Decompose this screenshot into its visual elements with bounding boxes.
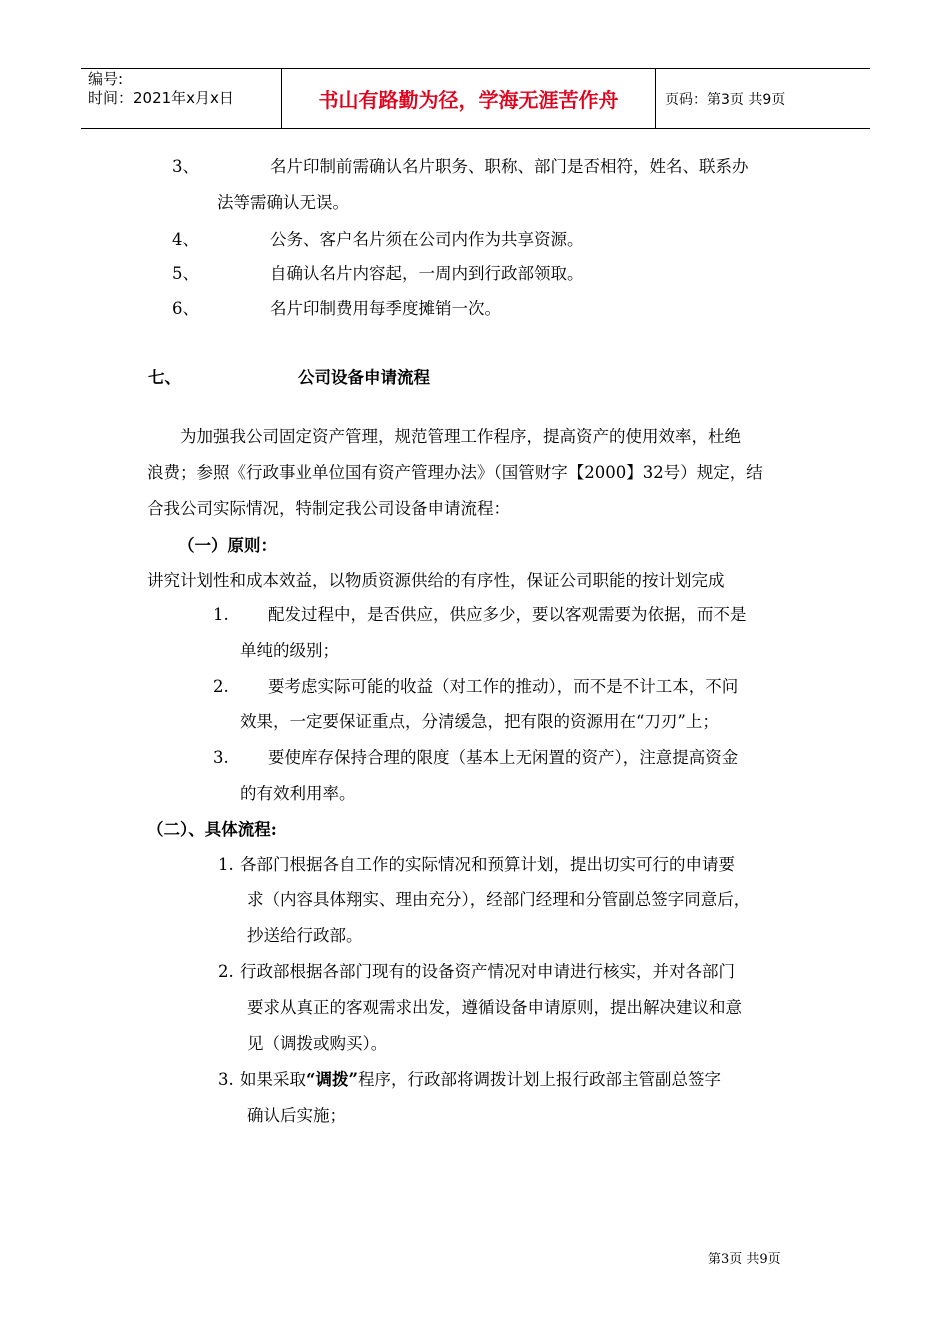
- list-a-item-4: 公务、客户名片须在公司内作为共享资源。: [270, 230, 584, 249]
- subsection-1-lead: 讲究计划性和成本效益，以物质资源供给的有序性，保证公司职能的按计划完成: [147, 571, 725, 590]
- page-footer: 第3页 共9页: [708, 1252, 781, 1267]
- subsection-2-title: （二）、具体流程:: [147, 820, 277, 839]
- process-3-line-1: [240, 1070, 721, 1090]
- principle-3-num: 3.: [213, 748, 229, 767]
- principle-1-num: 1.: [213, 605, 229, 624]
- process-3-pre: 如果采取: [240, 1070, 306, 1089]
- intro-line-3: 合我公司实际情况，特制定我公司设备申请流程：: [147, 499, 510, 518]
- intro-line-1: 为加强我公司固定资产管理，规范管理工作程序，提高资产的使用效率，杜绝: [180, 427, 741, 446]
- process-1-line-1: 各部门根据各自工作的实际情况和预算计划，提出切实可行的申请要: [240, 855, 735, 874]
- process-3-num: 3.: [218, 1070, 234, 1089]
- section-number: 七、: [148, 368, 181, 387]
- process-2-line-1: 行政部根据各部门现有的设备资产情况对申请进行核实，并对各部门: [240, 962, 735, 981]
- process-2-line-2: 要求从真正的客观需求出发，遵循设备申请原则，提出解决建议和意: [247, 998, 742, 1017]
- document-number: 编号:: [88, 70, 124, 88]
- principle-1-line-2: 单纯的级别；: [240, 641, 339, 660]
- list-a-num-6: 6、: [172, 299, 199, 318]
- list-a-item-3-line-1: 名片印制前需确认名片职务、职称、部门是否相符，姓名、联系办: [270, 157, 749, 176]
- list-a-item-5: 自确认名片内容起，一周内到行政部领取。: [270, 264, 584, 283]
- principle-2-line-2: 效果，一定要保证重点，分清缓急，把有限的资源用在“刀刃”上；: [240, 712, 719, 731]
- header-motto: 书山有路勤为径，学海无涯苦作舟: [318, 87, 619, 112]
- header-page-code: 页码：第3页 共9页: [665, 92, 786, 108]
- process-3-line-2: 确认后实施；: [247, 1106, 346, 1125]
- principle-3-line-2: 的有效利用率。: [240, 784, 356, 803]
- process-2-num: 2.: [218, 962, 234, 981]
- process-3-post: 程序，行政部将调拨计划上报行政部主管副总签字: [357, 1070, 721, 1089]
- process-1-num: 1.: [218, 855, 234, 874]
- process-3-emphasis: “调拨”: [306, 1070, 358, 1089]
- header-meta: [88, 70, 234, 108]
- subsection-1-title: （一）原则：: [178, 536, 277, 555]
- principle-3-line-1: 要使库存保持合理的限度（基本上无闲置的资产），注意提高资金: [268, 748, 739, 767]
- section-title: 公司设备申请流程: [298, 368, 430, 387]
- list-a-item-6: 名片印制费用每季度摊销一次。: [270, 299, 501, 318]
- header-bottom-rule: [81, 128, 870, 129]
- process-1-line-3: 抄送给行政部。: [247, 926, 363, 945]
- process-1-line-2: 求（内容具体翔实、理由充分），经部门经理和分管副总签字同意后，: [247, 890, 751, 909]
- principle-2-num: 2.: [213, 677, 229, 696]
- intro-line-2: 浪费；参照《行政事业单位国有资产管理办法》（国管财字【2000】32号）规定，结: [147, 463, 763, 482]
- principle-1-line-1: 配发过程中，是否供应，供应多少，要以客观需要为依据，而不是: [268, 605, 747, 624]
- list-a-num-5: 5、: [172, 264, 199, 283]
- list-a-num-4: 4、: [172, 230, 199, 249]
- document-date: 时间：2021年x月x日: [88, 89, 234, 107]
- list-a-num-3: 3、: [172, 157, 199, 176]
- list-a-item-3-line-2: 法等需确认无误。: [217, 193, 349, 212]
- principle-2-line-1: 要考虑实际可能的收益（对工作的推动），而不是不计工本，不问: [268, 677, 739, 696]
- process-2-line-3: 见（调拨或购买）。: [247, 1034, 388, 1053]
- header-divider-2: [655, 68, 656, 128]
